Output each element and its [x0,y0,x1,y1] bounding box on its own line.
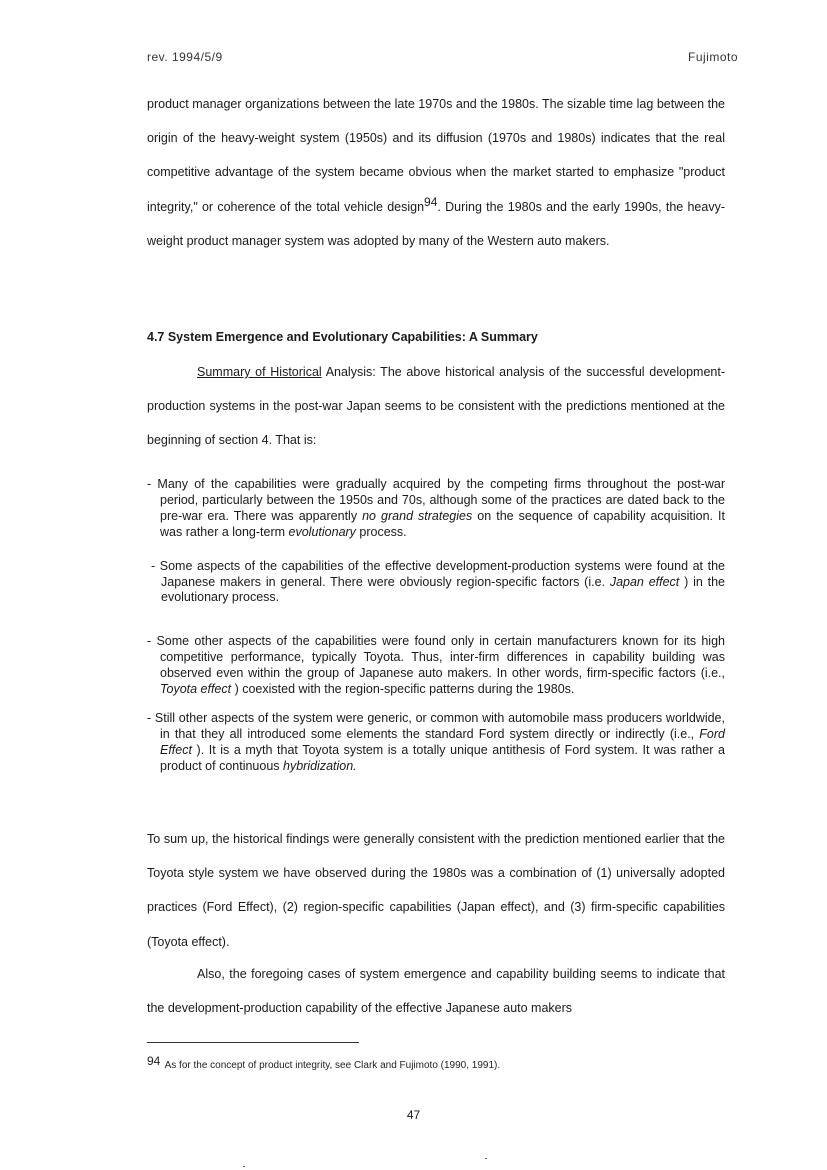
list-item-text: process. [355,524,407,539]
paragraph-summary [147,355,725,458]
list-item [147,711,725,775]
paragraph-text: product manager organizations between the late 1970s and the 1980s. The sizable time lag between the origin of the heavy-weight system (1950s) and its diffusion (1970s and 1980s) indicates that the real competitive advantage of the system became obvious when the market started to emphasize "product integrity," or coherence of the total vehicle design [147,97,725,214]
section-heading: 4.7 System Emergence and Evolutionary Capabilities: A Summary [147,330,538,344]
list-item-emphasis: hybridization. [283,758,357,773]
running-header-revision: rev. 1994/5/9 [147,50,223,64]
paragraph-text: The above historical analysis of the successful development-production systems in the post-war Japan seems to be consistent with the predictions mentioned at the beginning of section 4. That is: [147,365,725,448]
footnote-divider [147,1042,359,1043]
footnote-reference[interactable]: 94 [424,194,438,209]
findings-list [147,477,725,775]
summary-label-underlined: Summary of Historical [197,365,322,379]
list-item-text: ) in the evolutionary process. [161,574,725,605]
footnote-number: 94 [147,1054,161,1068]
list-item-emphasis: Toyota effect [160,682,232,697]
list-item-emphasis: Japan effect [609,574,680,589]
page-number: 47 [406,1108,421,1122]
running-header-author: Fujimoto [687,50,738,64]
footnote-text: As for the concept of product integrity, see Clark and Fujimoto (1990, 1991). [164,1060,501,1071]
paragraph-product-integrity [147,87,725,258]
list-item-text: ) coexisted with the region-specific patterns during the 1980s. [231,682,575,697]
list-item-emphasis: evolutionary [288,524,356,539]
footnote [147,1054,500,1071]
scan-speck [485,1158,487,1159]
list-item [147,559,725,607]
list-item-emphasis: Ford Effect [160,726,725,757]
paragraph-text-continued: . During the 1980s and the early 1990s, the heavy-weight product manager system was adopted by many of the Western auto makers. [147,199,725,248]
list-item-text: - Still other aspects of the system were generic, or common with automobile mass producers worldwide, in that they all introduced some elements the standard Ford system directly or indirectly (i.e., [147,710,725,741]
list-item [147,634,725,698]
list-item-text: - Some aspects of the capabilities of the effective development-production systems were found at the Japanese makers in general. There were obviously region-specific factors (i.e. [151,558,725,589]
list-item-text: on the sequence of capability acquisition. It was rather a long-term [160,508,725,539]
summary-label-rest: Analysis: [321,365,376,379]
list-item-text: ). It is a myth that Toyota system is a totally unique antithesis of Ford system. It was rather a product of continuous [160,742,725,773]
paragraph-also: Also, the foregoing cases of system emergence and capability building seems to indicate that the development-production capability of the effective Japanese auto makers [147,967,725,1016]
scan-speck [243,1166,245,1167]
list-item-text: - Some other aspects of the capabilities were found only in certain manufacturers known for its high competitive performance, typically Toyota. Thus, inter-firm differences in capability building was observed even within the group of Japanese auto makers. In other words, firm-specific factors (i.e., [147,634,725,681]
paragraph-sum-up: To sum up, the historical findings were generally consistent with the prediction mentioned earlier that the Toyota style system we have observed during the 1980s was a combination of (1) universally adopted practices (Ford Effect), (2) region-specific capabilities (Japan effect), and (3) firm-specific capabilities (Toyota effect). [147,832,725,949]
list-item-text: - Many of the capabilities were gradually acquired by the competing firms throughout the post-war period, particularly between the 1950s and 70s, although some of the practices are dated back to the pre-war era. There was apparently [147,477,725,523]
list-item [147,477,725,541]
list-item-emphasis: no grand strategies [362,508,473,523]
